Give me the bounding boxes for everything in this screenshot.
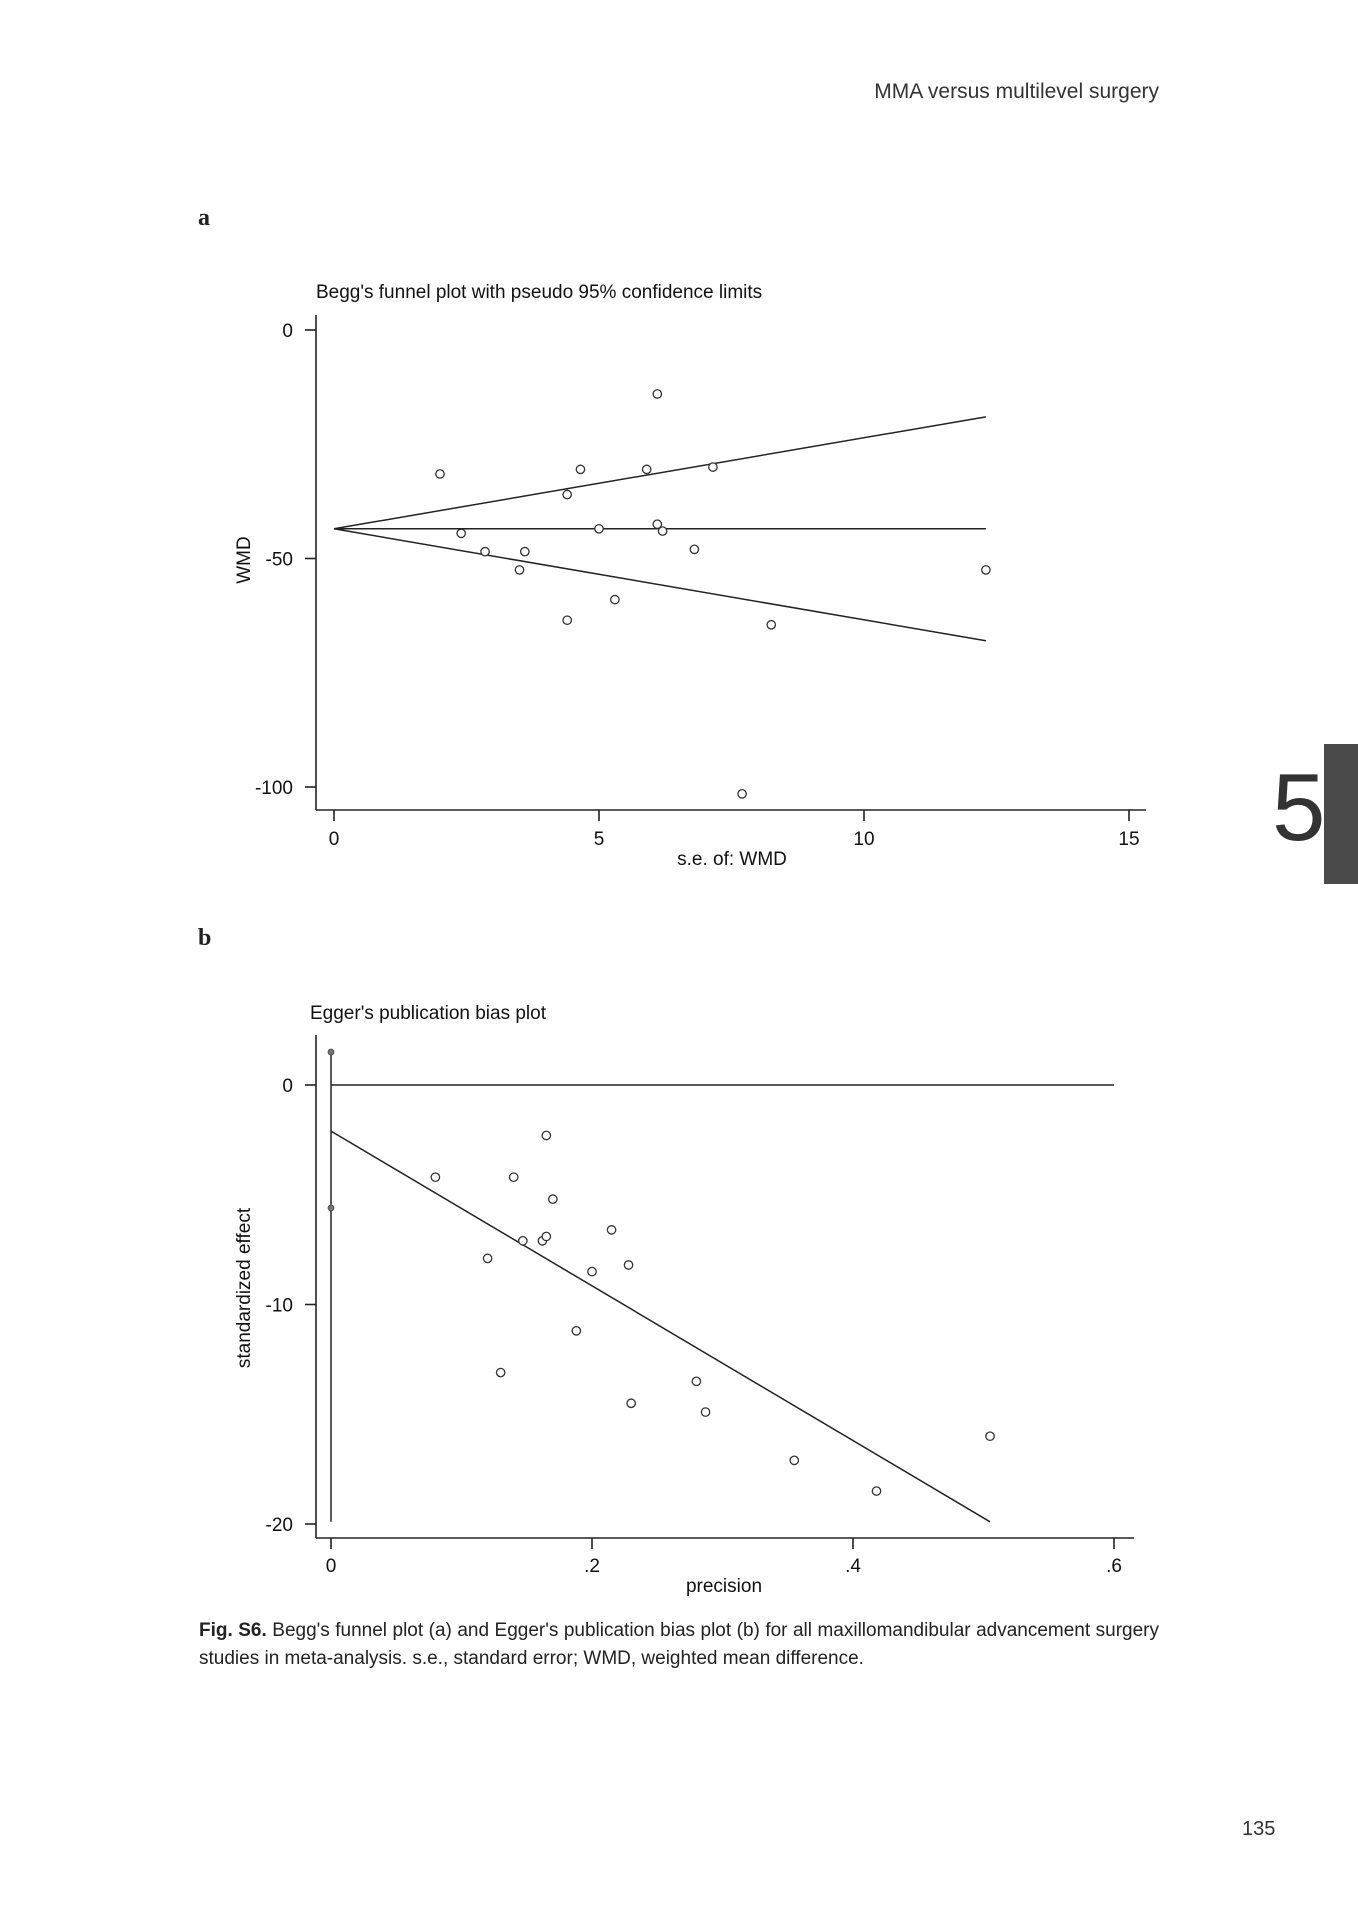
figure-caption <box>199 1617 1159 1673</box>
data-point <box>576 465 584 473</box>
page-number: 135 <box>1242 1818 1276 1840</box>
x-tick-label: .2 <box>584 1556 600 1577</box>
data-point <box>690 545 698 553</box>
data-point <box>872 1487 880 1495</box>
data-point <box>607 1226 615 1234</box>
data-point <box>624 1261 632 1269</box>
data-point <box>457 529 465 537</box>
data-point <box>986 1432 994 1440</box>
data-point <box>767 621 775 629</box>
x-axis-label: s.e. of: WMD <box>677 849 787 870</box>
data-point <box>982 566 990 574</box>
y-tick-label: -50 <box>265 549 293 571</box>
data-point <box>483 1254 491 1262</box>
data-point <box>549 1195 557 1203</box>
x-tick-label: 5 <box>593 829 605 850</box>
data-point <box>542 1232 550 1240</box>
caption-prefix: Fig. S6. <box>199 1620 267 1641</box>
egger-bias-plot <box>0 990 1358 1610</box>
data-point <box>515 566 523 574</box>
data-point <box>653 390 661 398</box>
data-point <box>481 547 489 555</box>
y-tick-label: 0 <box>282 321 293 342</box>
chart-title: Egger's publication bias plot <box>310 1003 546 1024</box>
confidence-limit-lower <box>334 529 986 641</box>
section-tab <box>1324 744 1358 884</box>
data-point <box>692 1377 700 1385</box>
data-point <box>521 547 529 555</box>
data-point <box>563 616 571 624</box>
y-tick-label: -10 <box>265 1295 293 1317</box>
caption-text: Begg's funnel plot (a) and Egger's publication bias plot (b) for all maxillomandibular advancement surgery studies in meta-analysis. s.e., standard error; WMD, weighted mean difference. <box>199 1620 1159 1669</box>
data-point <box>588 1267 596 1275</box>
y-axis-label: standardized effect <box>234 1207 255 1369</box>
y-tick-label: 0 <box>282 1076 293 1097</box>
panel-label-a: a <box>198 205 210 231</box>
data-point <box>572 1327 580 1335</box>
data-point <box>658 527 666 535</box>
x-tick-label: 0 <box>328 829 340 850</box>
section-number: 5 <box>1272 754 1326 861</box>
data-point <box>563 490 571 498</box>
begg-funnel-plot <box>0 260 1358 900</box>
chart-title: Begg's funnel plot with pseudo 95% confidence limits <box>316 282 763 303</box>
data-point <box>595 525 603 533</box>
data-point <box>701 1408 709 1416</box>
y-tick-label: -100 <box>254 778 293 799</box>
data-point <box>510 1173 518 1181</box>
x-tick-label: 0 <box>325 1556 337 1577</box>
intercept-marker <box>328 1049 334 1055</box>
x-axis-label: precision <box>685 1576 763 1597</box>
data-point <box>709 463 717 471</box>
data-point <box>627 1399 635 1407</box>
data-point <box>436 470 444 478</box>
data-point <box>790 1456 798 1464</box>
x-tick-label: .4 <box>845 1556 861 1577</box>
x-tick-label: 15 <box>1118 829 1140 850</box>
data-point <box>431 1173 439 1181</box>
data-point <box>496 1368 504 1376</box>
data-point <box>738 790 746 798</box>
confidence-limit-upper <box>334 417 986 529</box>
y-tick-label: -20 <box>265 1515 293 1536</box>
panel-label-b: b <box>198 925 212 951</box>
data-point <box>643 465 651 473</box>
running-head: MMA versus multilevel surgery <box>874 80 1159 103</box>
x-tick-label: .6 <box>1106 1556 1122 1577</box>
data-point <box>519 1237 527 1245</box>
regression-line <box>331 1131 990 1522</box>
y-axis-label: WMD <box>234 536 255 584</box>
data-point <box>542 1131 550 1139</box>
intercept-marker <box>328 1205 334 1211</box>
x-tick-label: 10 <box>853 829 875 850</box>
data-point <box>611 595 619 603</box>
